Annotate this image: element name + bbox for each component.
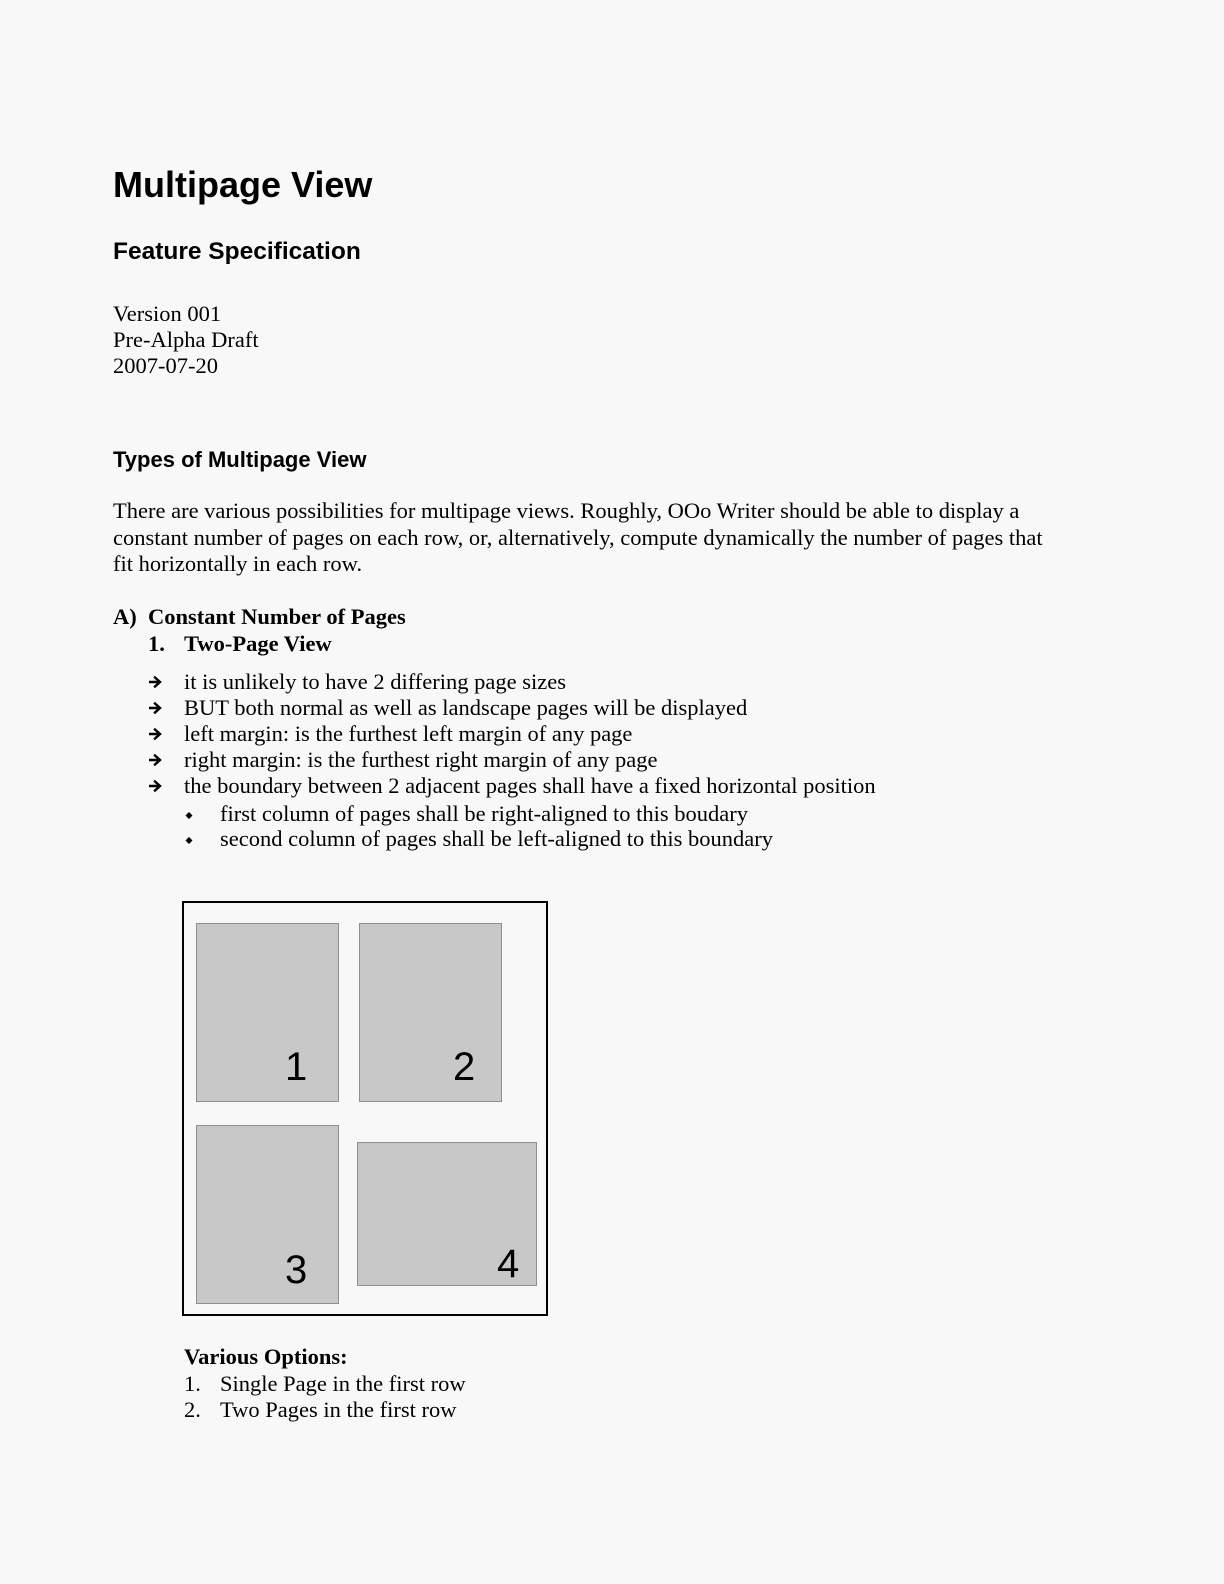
- page-number: 3: [285, 1248, 308, 1292]
- bullet-text: left margin: is the furthest left margin of any page: [184, 721, 633, 746]
- intro-paragraph: [113, 498, 1113, 578]
- page-number: 2: [453, 1045, 476, 1089]
- intro-line: fit horizontally in each row.: [113, 551, 363, 576]
- diagram-page: [196, 923, 339, 1102]
- page-number: 4: [497, 1242, 520, 1286]
- page-number: 1: [285, 1045, 308, 1089]
- arrow-right-icon: [149, 669, 163, 695]
- intro-line: There are various possibilities for multipage views. Roughly, OOo Writer should be able to display a: [113, 498, 1020, 523]
- outline-heading-a: Constant Number of Pages: [148, 604, 406, 629]
- arrow-right-icon: [149, 747, 163, 773]
- sub-bullet-text: first column of pages shall be right-aligned to this boudary: [220, 801, 749, 826]
- outline-marker-a: A): [113, 604, 137, 629]
- status-label: Pre-Alpha Draft: [113, 327, 259, 352]
- outline-marker-1: 1.: [148, 631, 165, 656]
- document-title: Multipage View: [113, 164, 373, 205]
- bullet-text: it is unlikely to have 2 differing page sizes: [184, 669, 566, 694]
- diagram-page-landscape: [357, 1142, 537, 1286]
- diagram-page: [196, 1125, 339, 1304]
- option-text: Two Pages in the first row: [220, 1397, 457, 1422]
- outline-heading-1: Two-Page View: [184, 631, 332, 656]
- intro-line: constant number of pages on each row, or, alternatively, compute dynamically the number of pages that: [113, 524, 1043, 550]
- arrow-right-icon: [149, 773, 163, 799]
- option-marker: 1.: [184, 1371, 201, 1396]
- document-subtitle: Feature Specification: [113, 238, 361, 265]
- date-label: 2007-07-20: [113, 353, 218, 378]
- bullet-text: the boundary between 2 adjacent pages shall have a fixed horizontal position: [184, 773, 876, 798]
- bullet-text: BUT both normal as well as landscape pages will be displayed: [184, 695, 748, 720]
- multipage-diagram: [182, 901, 548, 1316]
- option-marker: 2.: [184, 1397, 201, 1422]
- bullet-text: right margin: is the furthest right margin of any page: [184, 747, 658, 772]
- diagram-page: [359, 923, 502, 1102]
- section-heading: Types of Multipage View: [113, 447, 367, 472]
- diamond-icon: [185, 801, 193, 827]
- arrow-right-icon: [149, 721, 163, 747]
- arrow-right-icon: [149, 695, 163, 721]
- options-heading: Various Options:: [184, 1344, 348, 1369]
- version-label: Version 001: [113, 301, 222, 326]
- sub-bullet-text: second column of pages shall be left-aligned to this boundary: [220, 826, 773, 851]
- diamond-icon: [185, 826, 193, 852]
- option-text: Single Page in the first row: [220, 1371, 466, 1396]
